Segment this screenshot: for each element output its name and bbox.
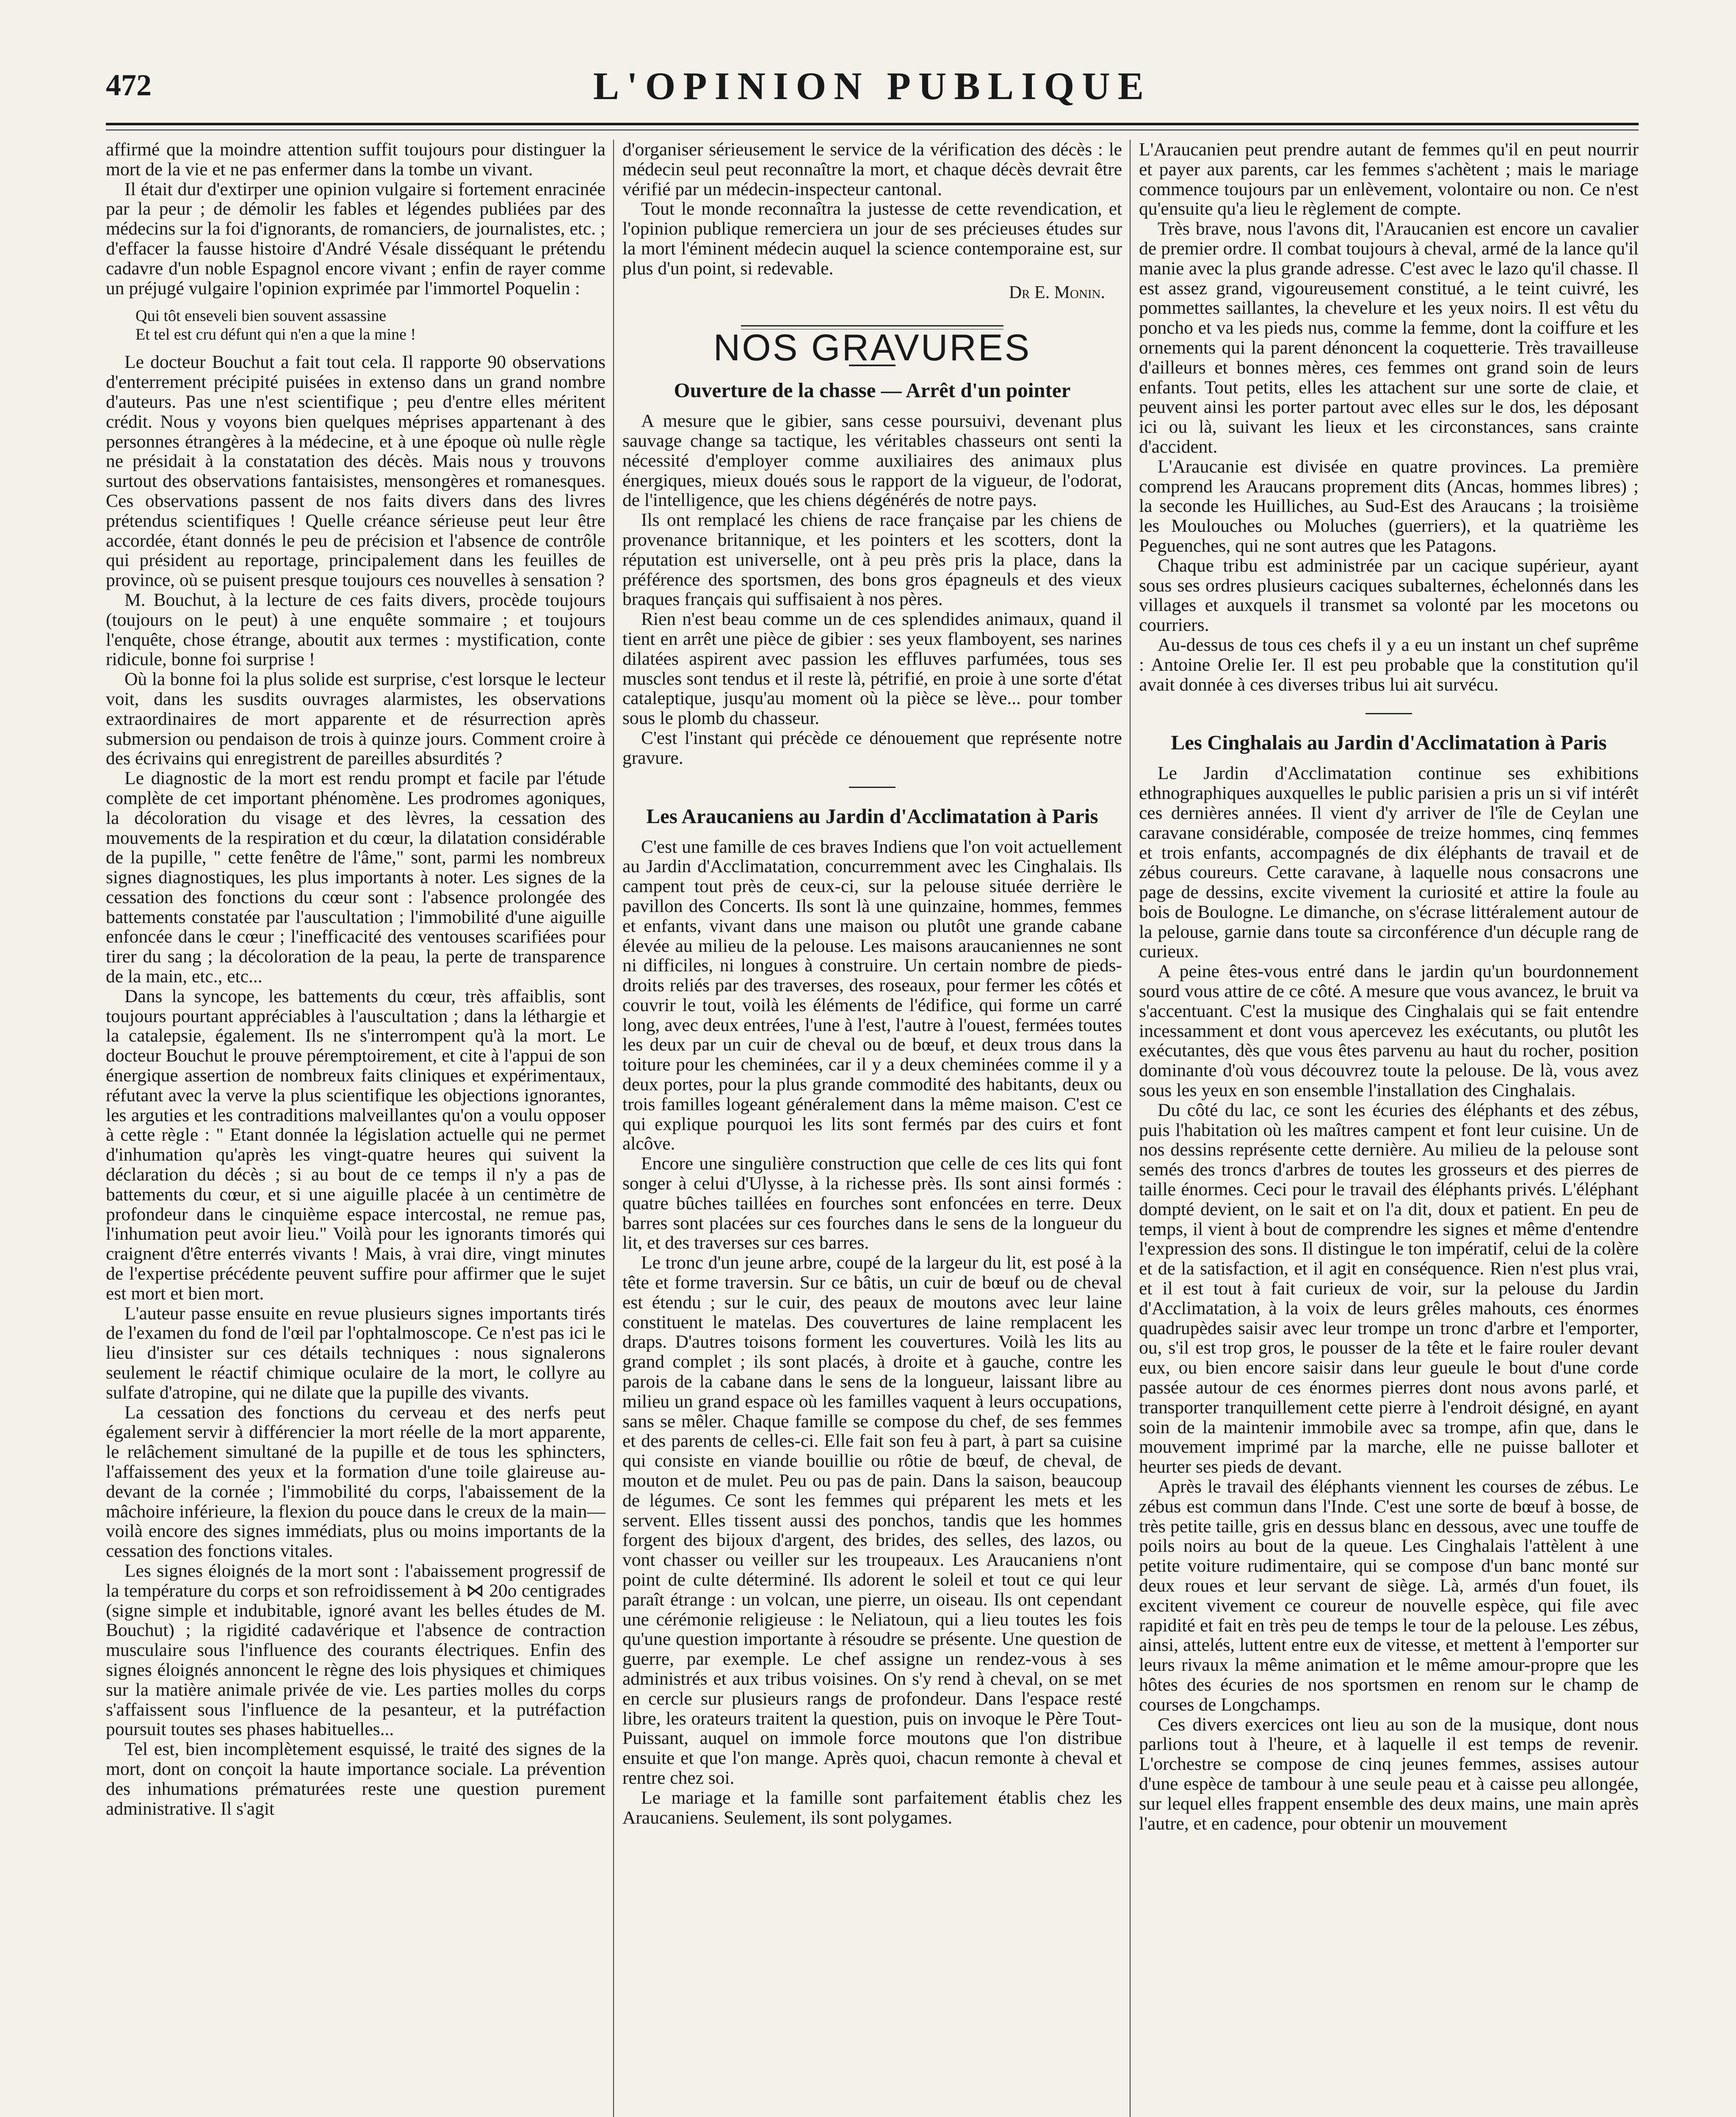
paragraph: A mesure que le gibier, sans cesse poursuivi, devenant plus sauvage change sa tactique, les véritables chasseurs ont senti la nécessité d'employer comme auxiliaires des animaux plus énergiques, mieux doués sous le rapport de la vigueur, de l'odorat, de l'intelligence, que les chiens dégénérés de notre pays. bbox=[622, 411, 1122, 511]
header-rule bbox=[106, 123, 1639, 130]
paragraph: Le mariage et la famille sont parfaitement établis chez les Araucaniens. Seulement, ils sont polygames. bbox=[622, 1787, 1122, 1828]
verse-quote bbox=[135, 307, 605, 344]
paragraph: M. Bouchut, à la lecture de ces faits divers, procède toujours (toujours on le peut) à une enquête sommaire ; et toujours l'enquête, chose étrange, aboutit aux termes : mystification, conte ridicule, bonne foi surprise ! bbox=[106, 589, 605, 670]
column-3 bbox=[1139, 140, 1639, 2117]
column-1 bbox=[106, 140, 605, 2117]
paragraph: La cessation des fonctions du cerveau et des nerfs peut également servir à différencier la mort réelle de la mort apparente, le relâchement simultané de la pupille et de tous les sphincters, l'affaissement des yeux et la formation d'une toile glaireuse au-devant de la cornée ; l'immobilité du corps, l'abaissement de la mâchoire inférieure, la flexion du pouce dans le creux de la main—voilà encore des signes immédiats, plus ou moins importants de la cessation des fonctions vitales. bbox=[106, 1402, 605, 1561]
column-divider bbox=[1130, 140, 1131, 2117]
paragraph: Rien n'est beau comme un de ces splendides animaux, quand il tient en arrêt une pièce de gibier : ses yeux flamboyent, ses narines dilatées aspirent avec passion les effluves parfumées, tous ses muscles sont tendus et il reste là, pétrifié, en proie à une sorte d'état cataleptique, jusqu'au moment où la pièce se lève... pour tomber sous le plomb du chasseur. bbox=[622, 609, 1122, 729]
article-title: Ouverture de la chasse — Arrêt d'un pointer bbox=[674, 379, 1071, 402]
verse-line: Et tel est cru défunt qui n'en a que la mine ! bbox=[135, 326, 416, 344]
article-title: Les Cinghalais au Jardin d'Acclimatation à Paris bbox=[1171, 731, 1607, 754]
paragraph: Au-dessus de tous ces chefs il y a eu un instant un chef suprême : Antoine Orelie Ier. Il est peu probable que la constitution qu'il avait donnée à ces diverses tribus lui ait survécu. bbox=[1139, 634, 1639, 695]
paragraph: Ils ont remplacé les chiens de race française par les chiens de provenance britannique, et les pointers et les scotters, dont la réputation est universelle, ont à peu près pris la place, dans la préférence des sportsmen, des bons gros épagneuls et des vieux braques français qui suffisaient à nos pères. bbox=[622, 510, 1122, 610]
paragraph: Encore une singulière construction que celle de ces lits qui font songer à celui d'Ulysse, à la richesse près. Ils sont ainsi formés : quatre bûches taillées en fourches sont enfoncées en terre. Deux barres sont placées sur ces fourches dans le sens de la longueur du lit, et des traverses sur ces barres. bbox=[622, 1153, 1122, 1253]
paragraph: Chaque tribu est administrée par un cacique supérieur, ayant sous ses ordres plusieurs caciques subalternes, échelonnés dans les villages et auxquels il transmet sa volonté par les mocetons ou courriers. bbox=[1139, 555, 1639, 636]
paragraph: Où la bonne foi la plus solide est surprise, c'est lorsque le lecteur voit, dans les susdits ouvrages alarmistes, les observations extraordinaires de mort apparente et de résurrection après submersion ou pendaison de trois à quinze jours. Comment croire à des écrivains qui enregistrent de pareilles absurdités ? bbox=[106, 669, 605, 769]
paragraph: Le diagnostic de la mort est rendu prompt et facile par l'étude complète de cet important phénomène. Les prodromes agoniques, la décoloration du visage et des lèvres, la cessation des mouvements de la respiration et du cœur, la dilatation considérable de la pupille, " cette fenêtre de l'âme," sont, parmi les nombreux signes diagnostiques, les plus importants à noter. Les signes de la cessation des fonctions du cœur sont : l'absence prolongée des battements constatée par l'auscultation ; l'immobilité d'une aiguille enfoncée dans le cœur ; l'inefficacité des ventouses scarifiées pour tirer du sang ; la décoloration de la peau, la perte de transparence de la main, etc., etc... bbox=[106, 768, 605, 987]
paragraph: Le Jardin d'Acclimatation continue ses exhibitions ethnographiques auxquelles le public parisien a pris un si vif intérêt ces dernières années. Il vient d'y arriver de l'île de Ceylan une caravane considérable, composée de treize hommes, cinq femmes et trois enfants, accompagnés de dix éléphants de travail et de zébus coureurs. Cette caravane, à laquelle nous consacrons une page de dessins, excite vivement la curiosité et attire la foule au bois de Boulogne. Le dimanche, on s'écrase littéralement autour de la pelouse, garnie dans toute sa circonférence d'un décuple rang de curieux. bbox=[1139, 763, 1639, 962]
publication-title: L'OPINION PUBLIQUE bbox=[593, 64, 1152, 108]
page-number: 472 bbox=[106, 68, 152, 102]
paragraph: d'organiser sérieusement le service de la vérification des décès : le médecin seul peut reconnaître la mort, et chaque décès devrait être vérifié par un médecin-inspecteur cantonal. bbox=[622, 140, 1122, 199]
article-divider bbox=[849, 787, 896, 788]
paragraph: Du côté du lac, ce sont les écuries des éléphants et des zébus, puis l'habitation où les maîtres campent et font leur cuisine. Un de nos dessins représente cette dernière. Au milieu de la pelouse sont semés des troncs d'arbres de toutes les grosseurs et des pierres de taille énormes. Ceci pour le travail des éléphants privés. L'éléphant dompté devient, on le sait et on l'a dit, doux et patient. En peu de temps, il vient à bout de comprendre les signes et même d'entendre l'expression des sons. Il distingue le ton impératif, celui de la colère et de la satisfaction, et il agit en conséquence. Rien n'est plus vrai, et il est tout à fait curieux de voir, sur la pelouse du Jardin d'Acclimatation, à la voix de leurs grêles mahouts, ces énormes quadrupèdes saisir avec leur trompe un tronc d'arbre et l'emporter, ou, s'il est trop gros, le pousser de la tête et le faire rouler devant eux, ou bien encore saisir dans leur gueule le bout d'une corde passée autour de ces énormes pierres dont nous avons parlé, et transporter tranquillement cette pierre à l'endroit désigné, en ayant soin de la maintenir immobile avec sa trompe, afin que, dans le mouvement imprimé par la marche, elle ne puisse balloter et heurter ses pieds de devant. bbox=[1139, 1100, 1639, 1477]
article-title: Les Araucaniens au Jardin d'Acclimatation à Paris bbox=[646, 804, 1098, 828]
paragraph: Les signes éloignés de la mort sont : l'abaissement progressif de la température du corps et son refroidissement à ⋈ 20o centigrades (signe simple et indubitable, ignoré avant les belles études de M. Bouchut) ; la rigidité cadavérique et l'absence de contraction musculaire sous l'influence des courants électriques. Enfin des signes éloignés annoncent le règne des lois physiques et chimiques sur la matière animale privée de vie. Les parties molles du corps s'affaissent sous l'influence de la pesanteur, et la putréfaction poursuit toutes ses phases habituelles... bbox=[106, 1560, 605, 1740]
paragraph: Très brave, nous l'avons dit, l'Araucanien est encore un cavalier de premier ordre. Il combat toujours à cheval, armé de la lance qu'il manie avec la plus grande adresse. C'est avec le lazo qu'il chasse. Il est assez grand, vigoureusement constitué, a le teint cuivré, les pommettes saillantes, la chevelure et les yeux noirs. Il est vêtu du poncho et va les pieds nus, comme la femme, dont la coiffure et les ornements qui la parent dénoncent la coquetterie. Très travailleuse d'ailleurs et bonnes mères, ces femmes ont grand soin de leurs enfants. Tout petits, elles les attachent sur une sorte de claie, et peuvent ainsi les porter partout avec elles sur le dos, les déposant ici ou là, suivant les lieux et les circonstances, sans crainte d'accident. bbox=[1139, 218, 1639, 457]
paragraph: Ces divers exercices ont lieu au son de la musique, dont nous parlions tout à l'heure, et à laquelle il est temps de revenir. L'orchestre se compose de cinq jeunes femmes, assises autour d'une espèce de tambour à une seule peau et à caisse peu allongée, sur lequel elles frappent ensemble des deux mains, une main après l'autre, et en cadence, pour obtenir un mouvement bbox=[1139, 1714, 1639, 1834]
paragraph: Le tronc d'un jeune arbre, coupé de la largeur du lit, est posé à la tête et forme traversin. Sur ce bâtis, un cuir de bœuf ou de cheval est étendu ; sur le cuir, des peaux de moutons avec leur laine constituent le matelas. Des couvertures de laine remplacent les draps. D'autres toisons forment les couvertures. Voilà les lits au grand complet ; ils sont placés, à droite et à gauche, contre les parois de la cabane dans le sens de la longueur, laissant libre au milieu un grand espace où les familles vaquent à leurs occupations, sans se mêler. Chaque famille se compose du chef, de ses femmes et des parents de celles-ci. Elle fait son feu à part, à part sa cuisine qui consiste en viande bouillie ou rôtie de bœuf, de cheval, de mouton et de mulet. Peu ou pas de pain. Dans la saison, beaucoup de légumes. Ce sont les femmes qui préparent les mets et les servent. Elles tissent aussi des ponchos, tandis que les hommes forgent des bijoux d'argent, des brides, des selles, des lazos, ou vont chasser ou veiller sur les troupeaux. Les Araucaniens n'ont point de culte déterminé. Ils adorent le soleil et tout ce qui leur paraît étrange : un volcan, une pierre, un oiseau. Ils ont cependant une cérémonie religieuse : le Neliatoun, qui a lieu toutes les fois qu'une question importante à résoudre se présente. Une question de guerre, par exemple. Le chef assigne un rendez-vous à ses administrés et aux tribus voisines. On s'y rend à cheval, on se met en cercle sur plusieurs rangs de profondeur. Dans l'espace resté libre, les orateurs traitent la question, puis on invoque le Père Tout-Puissant, auquel on immole force moutons que l'on distribue ensuite et que l'on mange. Après quoi, chacun remonte à cheval et rentre chez soi. bbox=[622, 1252, 1122, 1788]
author-signature: Dr E. Monin. bbox=[1009, 282, 1105, 302]
paragraph: Après le travail des éléphants viennent les courses de zébus. Le zébus est commun dans l'Inde. C'est une sorte de bœuf à bosse, de très petite taille, gris en dessus blanc en dessous, avec une touffe de poils noirs au bout de la queue. Les Cinghalais l'attèlent à une petite voiture rudimentaire, qui se compose d'un banc monté sur deux roues et leur servant de siège. Là, armés d'un fouet, ils excitent vivement ce coureur de nouvelle espèce, qui file avec rapidité et fait en très peu de temps le tour de la pelouse. Les zébus, ainsi, attelés, luttent entre eux de vitesse, et mettent à l'emporter sur leurs rivaux la même animation et le même amour-propre que les hôtes des écuries de nos sportsmen en renom sur le champ de courses de Longchamps. bbox=[1139, 1476, 1639, 1715]
paragraph: Le docteur Bouchut a fait tout cela. Il rapporte 90 observations d'enterrement précipité puisées in extenso dans un grand nombre d'auteurs. Pas une n'est scientifique ; peu d'entre elles méritent crédit. Nous y voyons bien quelques méprises appartenant à des personnes étrangères à la médecine, et à une époque où nulle règle ne présidait à la constatation des décès. Mais nous y trouvons surtout des observations fantaisistes, mensongères et romanesques. Ces observations passent de nos faits divers dans des livres prétendus scientifiques ! Quelle créance sérieuse peut leur être accordée, étant donnés le peu de précision et l'absence de contrôle qui président au reportage, principalement dans les feuilles de province, où se puisent presque toujours ces nouvelles à sensation ? bbox=[106, 352, 605, 591]
column-divider bbox=[613, 140, 614, 2117]
paragraph: A peine êtes-vous entré dans le jardin qu'un bourdonnement sourd vous attire de ce côté. A mesure que vous avancez, le bruit va s'accentuant. C'est la musique des Cinghalais qui se fait entendre incessamment et dont vous apercevez les exécutants, ou plutôt les exécutantes, dès que vous êtes parvenu au haut du rocher, position dominante d'où vous découvrez toute la pelouse. De là, vous avez sous les yeux en son ensemble l'installation des Cinghalais. bbox=[1139, 961, 1639, 1101]
paragraph: C'est une famille de ces braves Indiens que l'on voit actuellement au Jardin d'Acclimatation, concurremment avec les Cinghalais. Ils campent tout près de ceux-ci, sur la pelouse située derrière le pavillon des Concerts. Ils sont là une quinzaine, hommes, femmes et enfants, vivant dans une maison ou plutôt une grande cabane élevée au milieu de la pelouse. Les maisons araucaniennes ne sont ni difficiles, ni longues à construire. Un certain nombre de pieds-droits reliés par des traverses, des roseaux, pour fermer les côtés et couvrir le tout, voilà les éléments de l'édifice, qui forme un carré long, avec deux entrées, l'une à l'est, l'autre à l'ouest, fermées toutes les deux par un cuir de cheval ou de bœuf, et deux trous dans la toiture pour les cheminées, car il y a deux cheminées comme il y a deux portes, pour la plus grande commodité des habitants, deux ou trois familles logeant généralement dans la même maison. C'est ce qui explique pourquoi les lits sont fermés par des cuirs et font alcôve. bbox=[622, 836, 1122, 1154]
paragraph: Tout le monde reconnaîtra la justesse de cette revendication, et l'opinion publique remerciera un jour de ses précieuses études sur la mort l'éminent médecin auquel la science contemporaine est, sur plus d'un point, si redevable. bbox=[622, 199, 1122, 279]
paragraph: affirmé que la moindre attention suffit toujours pour distinguer la mort de la vie et ne pas enfermer dans la tombe un vivant. bbox=[106, 140, 605, 180]
paragraph: L'Araucanie est divisée en quatre provinces. La première comprend les Araucans proprement dits (Ancas, hommes libres) ; la seconde les Huilliches, au Sud-Est des Araucans ; la troisième les Moulouches ou Moluches (guerriers), et la quatrième les Peguenches, qui ne sont autres que les Patagons. bbox=[1139, 456, 1639, 556]
verse-line: Qui tôt enseveli bien souvent assassine bbox=[135, 307, 387, 325]
paragraph: Tel est, bien incomplètement esquissé, le traité des signes de la mort, dont on conçoit la haute importance sociale. La prévention des inhumations prématurées reste une question purement administrative. Il s'agit bbox=[106, 1739, 605, 1819]
section-title: NOS GRAVURES bbox=[713, 326, 1031, 369]
page-header bbox=[106, 64, 1639, 119]
paragraph: L'Araucanien peut prendre autant de femmes qu'il en peut nourrir et payer aux parents, car les femmes s'achètent ; mais le mariage commence toujours par un enlèvement, volontaire ou non. Ce n'est qu'ensuite qu'a lieu le règlement de compte. bbox=[1139, 140, 1639, 219]
paragraph: C'est l'instant qui précède ce dénouement que représente notre gravure. bbox=[622, 727, 1122, 768]
paragraph: Il était dur d'extirper une opinion vulgaire si fortement enracinée par la peur ; de démolir les fables et légendes publiées par des médecins sur la foi d'ignorants, de romanciers, de journalistes, etc. ; d'effacer la fausse histoire d'André Vésale disséquant le prétendu cadavre d'un noble Espagnol encore vivant ; enfin de rayer comme un préjugé vulgaire l'opinion exprimée par l'immortel Poquelin : bbox=[106, 179, 605, 298]
paragraph: L'auteur passe ensuite en revue plusieurs signes importants tirés de l'examen du fond de l'œil par l'ophtalmoscope. Ce n'est pas ici le lieu d'insister sur ces détails techniques : nous signalerons seulement le réactif chimique oculaire de la mort, le collyre au sulfate d'atropine, qui ne dilate que la pupille des vivants. bbox=[106, 1303, 605, 1403]
paragraph: Dans la syncope, les battements du cœur, très affaiblis, sont toujours pourtant appréciables à l'auscultation ; dans la léthargie et la catalepsie, également. Ils ne s'interrompent qu'à la mort. Le docteur Bouchut le prouve péremptoirement, et cite à l'appui de son énergique assertion de nombreux faits cliniques et expérimentaux, réfutant avec la verve la plus scientifique les objections ignorantes, les arguties et les contraditions malveillantes qu'on a voulu opposer à cette règle : " Etant donnée la législation actuelle qui ne permet d'inhumation qu'après les vingt-quatre heures qui suivent la déclaration du décès ; si au bout de ce temps il n'y a pas de battements du cœur, et si une aiguille placée à un centimètre de profondeur dans le cinquième espace intercostal, ne remue pas, l'inhumation peut avoir lieu." Voilà pour les ignorants timorés qui craignent d'être enterrés vivants ! Mais, à vrai dire, vingt minutes de l'expertise précédente peuvent suffire pour affirmer que le sujet est mort et bien mort. bbox=[106, 986, 605, 1304]
article-divider bbox=[1366, 713, 1412, 714]
column-2 bbox=[622, 140, 1122, 2117]
